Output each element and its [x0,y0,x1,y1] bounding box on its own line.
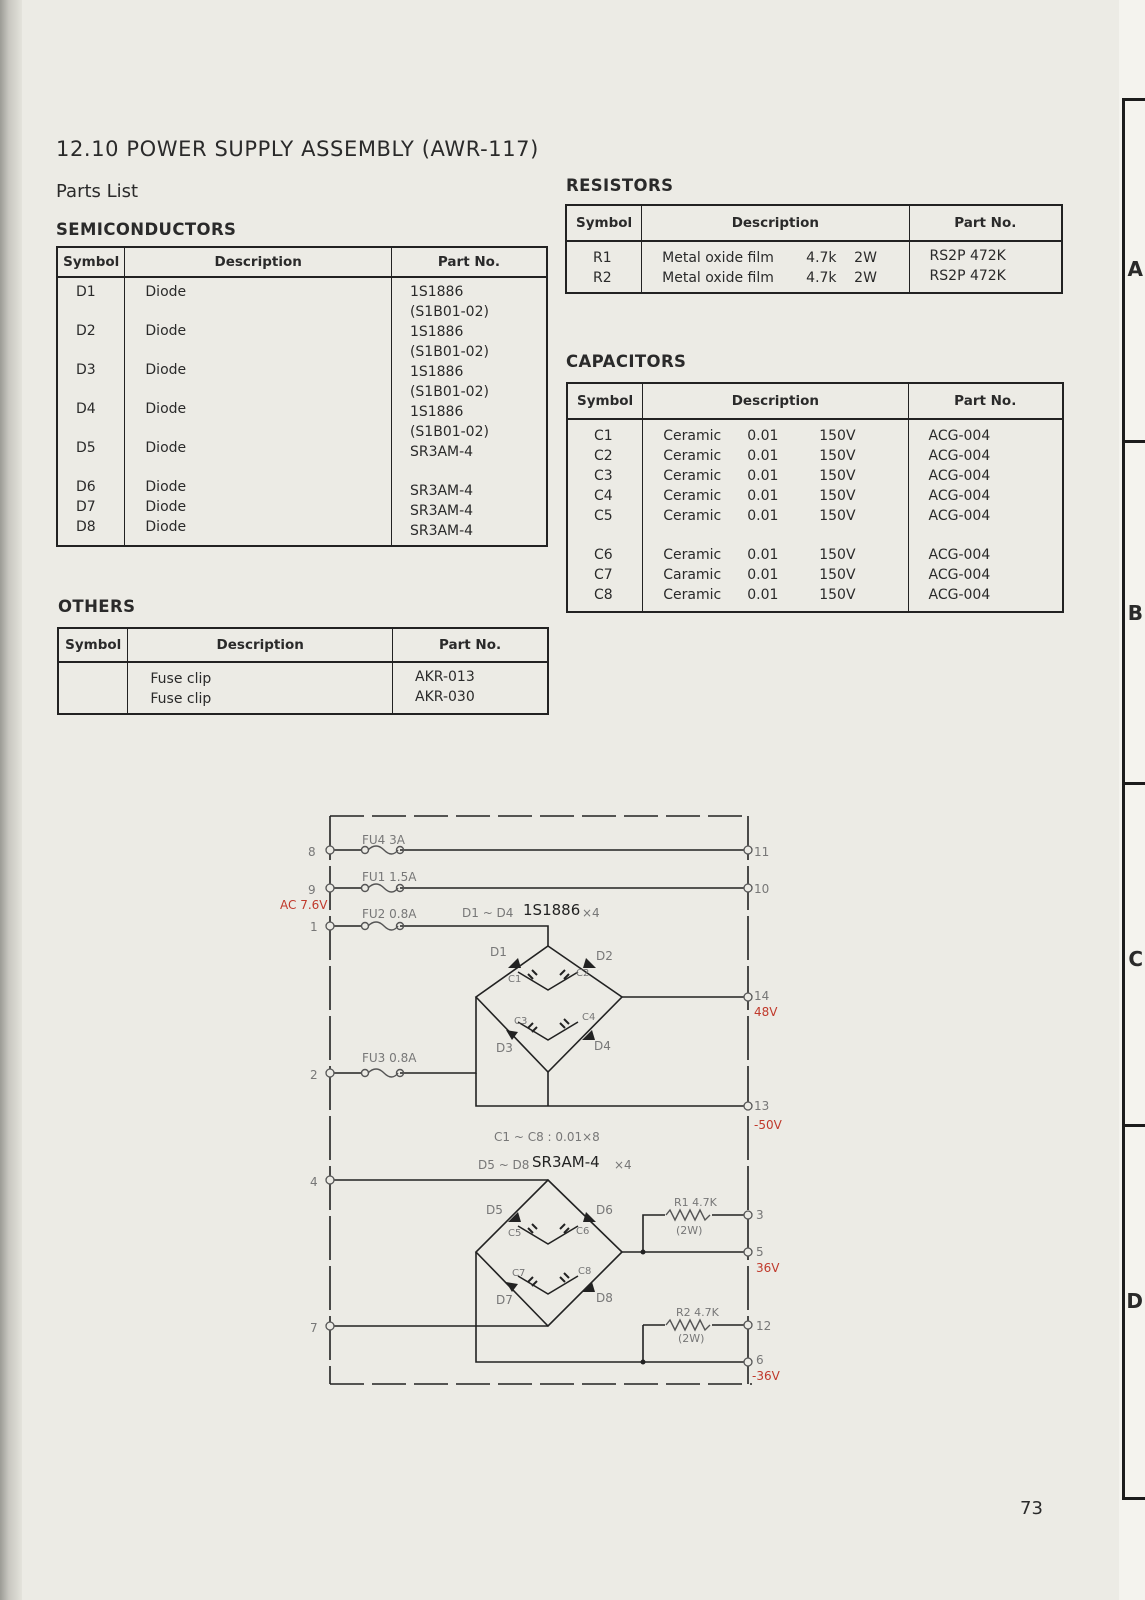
column-header-symbol: Symbol [57,247,125,277]
diode-label-d8: D8 [596,1291,613,1305]
terminal-label: 4 [310,1175,318,1189]
terminal-label: 14 [754,989,770,1003]
cell-part-no-alt: (S1B01-02) [409,424,489,440]
side-tab-a-letter: A [1127,257,1143,281]
cell-part-no: 1S1886 [409,324,464,340]
terminal-label: 6 [756,1353,764,1367]
cell-part-no: 1S1886 [409,364,464,380]
cell-description: Ceramic [663,428,722,444]
cell-description: Ceramic [663,468,722,484]
column-header-part-no: Part No. [391,247,547,277]
resistor-r2-icon [666,1320,710,1330]
column-header-part-no: Part No. [393,628,548,662]
diode-label-d3: D3 [496,1041,513,1055]
fuse-fu2-icon [362,923,369,930]
cell-description: Diode [145,323,187,339]
cell-rating: 150V [819,587,856,603]
voltage-48v: 48V [754,1005,778,1019]
cell-part-no-alt: (S1B01-02) [409,384,489,400]
diode-d7-icon [506,1282,518,1292]
terminal-label: 7 [310,1321,318,1335]
capacitor-c4-icon [560,1019,569,1028]
cell-part-no-alt: (S1B01-02) [409,344,489,360]
terminal-label: 5 [756,1245,764,1259]
diode-label-d4: D4 [594,1039,611,1053]
capacitors-heading: CAPACITORS [566,352,687,371]
cell-symbol: D3 [76,362,96,378]
cap-label-c2: C2 [576,968,590,979]
terminal-label: 10 [754,882,770,896]
cell-value: 0.01 [747,488,779,504]
voltage-minus-36v: -36V [752,1369,780,1383]
diode-label-d5: D5 [486,1203,503,1217]
diode-label-d1: D1 [490,945,507,959]
others-heading: OTHERS [58,597,136,616]
cell-part-no-alt: (S1B01-02) [409,304,489,320]
cell-rating: 2W [854,270,877,286]
cap-label-c5: C5 [508,1228,522,1239]
cell-part-no: SR3AM-4 [409,483,474,499]
cell-symbol: C6 [594,547,613,563]
terminal-label: 1 [310,920,318,934]
cell-part-no: ACG-004 [928,567,991,583]
cell-description: Diode [145,362,187,378]
resistor-r1-rating: (2W) [676,1224,703,1237]
diode-label-d7: D7 [496,1293,513,1307]
resistor-r1-icon [666,1210,710,1220]
cell-description: Diode [145,284,187,300]
capacitor-c8-icon [560,1273,569,1282]
capacitor-c5-icon [528,1224,537,1233]
fuse-fu1-icon [362,885,369,892]
cell-symbol: C4 [594,488,613,504]
cap-label-c6: C6 [576,1226,590,1237]
fuse-fu4-label: FU4 3A [362,833,405,847]
cap-label-c4: C4 [582,1012,596,1023]
fuse-fu3-label: FU3 0.8A [362,1051,417,1065]
cell-symbol: D4 [76,401,96,417]
cell-part-no: ACG-004 [928,547,991,563]
cell-symbol: C7 [594,567,613,583]
terminal-label: 12 [756,1319,772,1333]
terminal-label: 11 [754,845,770,859]
cell-description: Metal oxide film [662,270,774,286]
terminal-label: 2 [310,1068,318,1082]
fuse-fu2-label: FU2 0.8A [362,907,417,921]
cell-symbol: D1 [76,284,96,300]
column-header-description: Description [643,383,908,419]
cell-rating: 150V [819,508,856,524]
cell-part-no: SR3AM-4 [409,444,474,460]
cell-symbol: R1 [593,250,612,266]
terminal-label: 3 [756,1208,764,1222]
cell-part-no: RS2P 472K [929,248,1006,264]
diode-label-d2: D2 [596,949,613,963]
bridge2-range-label: D5 ~ D8 [478,1158,530,1172]
cell-symbol: C5 [594,508,613,524]
cell-description: Metal oxide film [662,250,774,266]
cell-part-no: 1S1886 [409,404,464,420]
resistor-r2-label: R2 4.7K [676,1306,719,1319]
diode-d2-icon [583,958,596,968]
cell-rating: 2W [854,250,877,266]
column-header-description: Description [642,205,909,241]
cell-rating: 150V [819,428,856,444]
bridge2-qty: ×4 [614,1158,632,1172]
terminal-label: 13 [754,1099,770,1113]
cell-description: Diode [145,479,187,495]
bridge1-part: 1S1886 [523,901,581,919]
cell-part-no: SR3AM-4 [409,503,474,519]
column-header-part-no: Part No. [909,205,1062,241]
capacitor-c7-icon [528,1277,537,1286]
bridge2-part: SR3AM-4 [532,1153,600,1171]
terminal-label: 8 [308,845,316,859]
cell-value: 0.01 [747,428,779,444]
capacitor-c3-icon [528,1023,537,1032]
resistor-r2-rating: (2W) [678,1332,705,1345]
cell-value: 0.01 [747,448,779,464]
cell-rating: 150V [819,567,856,583]
cell-value: 0.01 [747,508,779,524]
capacitor-note: C1 ~ C8 : 0.01×8 [494,1130,600,1144]
resistors-heading: RESISTORS [566,176,674,195]
cell-symbol: D5 [76,440,96,456]
cell-part-no: ACG-004 [928,448,991,464]
cell-part-no: AKR-030 [415,689,475,705]
cap-label-c1: C1 [508,974,522,985]
column-header-description: Description [125,247,392,277]
cell-value: 4.7k [806,270,837,286]
voltage-minus-50v: -50V [754,1118,782,1132]
bridge1-qty: ×4 [582,906,600,920]
cell-rating: 150V [819,448,856,464]
cell-part-no: ACG-004 [928,508,991,524]
cell-part-no: ACG-004 [928,468,991,484]
cell-part-no: ACG-004 [928,488,991,504]
cell-description: Caramic [663,567,722,583]
ac-voltage-label: AC 7.6V [280,898,328,912]
cell-symbol: D2 [76,323,96,339]
cell-part-no: ACG-004 [928,428,991,444]
diode-d1-icon [508,958,521,968]
cell-symbol: C8 [594,587,613,603]
cell-value: 0.01 [747,567,779,583]
cell-value: 4.7k [806,250,837,266]
cap-label-c7: C7 [512,1268,526,1279]
cap-label-c3: C3 [514,1016,528,1027]
side-tab-b-letter: B [1127,601,1143,625]
cell-part-no: 1S1886 [409,284,464,300]
cell-part-no: AKR-013 [415,669,475,685]
cell-description: Diode [145,440,187,456]
cell-description: Ceramic [663,547,722,563]
cell-value: 0.01 [747,468,779,484]
capacitor-symbols [528,970,569,1286]
cell-description: Ceramic [663,448,722,464]
fuse-fu4-icon [362,847,369,854]
cell-description: Fuse clip [150,691,212,707]
capacitor-c1-icon [528,970,537,979]
diode-d8-icon [582,1282,595,1292]
cell-symbol: C3 [594,468,613,484]
page-title: 12.10 POWER SUPPLY ASSEMBLY (AWR-117) [56,137,539,161]
cell-description: Diode [145,499,187,515]
cell-part-no: ACG-004 [928,587,991,603]
cell-symbol: D7 [76,499,96,515]
column-header-description: Description [128,628,393,662]
side-tab-d-letter: D [1126,1289,1143,1313]
cap-label-c8: C8 [578,1266,592,1277]
diode-d6-icon [583,1212,596,1222]
cell-description: Ceramic [663,587,722,603]
cell-part-no: RS2P 472K [929,268,1006,284]
cell-symbol: D8 [76,519,96,535]
page-number: 73 [1020,1498,1043,1519]
terminal-label: 9 [308,883,316,897]
cell-rating: 150V [819,488,856,504]
cell-description: Ceramic [663,508,722,524]
side-tab-c-letter: C [1128,947,1143,971]
column-header-symbol: Symbol [566,205,642,241]
parts-list-subtitle: Parts List [56,181,139,202]
column-header-part-no: Part No. [908,383,1063,419]
cell-symbol: R2 [593,270,612,286]
cell-symbol: C1 [594,428,613,444]
bridge1-range-label: D1 ~ D4 [462,906,514,920]
cell-description: Fuse clip [150,671,212,687]
cell-rating: 150V [819,468,856,484]
cell-description: Diode [145,401,187,417]
cell-part-no: SR3AM-4 [409,523,474,539]
cell-description: Ceramic [663,488,722,504]
resistor-r1-label: R1 4.7K [674,1196,717,1209]
cell-rating: 150V [819,547,856,563]
fuse-fu3-icon [362,1070,369,1077]
semiconductors-heading: SEMICONDUCTORS [56,220,237,239]
fuse-fu1-label: FU1 1.5A [362,870,417,884]
cell-symbol: C2 [594,448,613,464]
column-header-symbol: Symbol [58,628,128,662]
cell-value: 0.01 [747,547,779,563]
cell-value: 0.01 [747,587,779,603]
diode-label-d6: D6 [596,1203,613,1217]
column-header-symbol: Symbol [567,383,643,419]
cell-symbol: D6 [76,479,96,495]
cell-description: Diode [145,519,187,535]
voltage-36v: 36V [756,1261,780,1275]
